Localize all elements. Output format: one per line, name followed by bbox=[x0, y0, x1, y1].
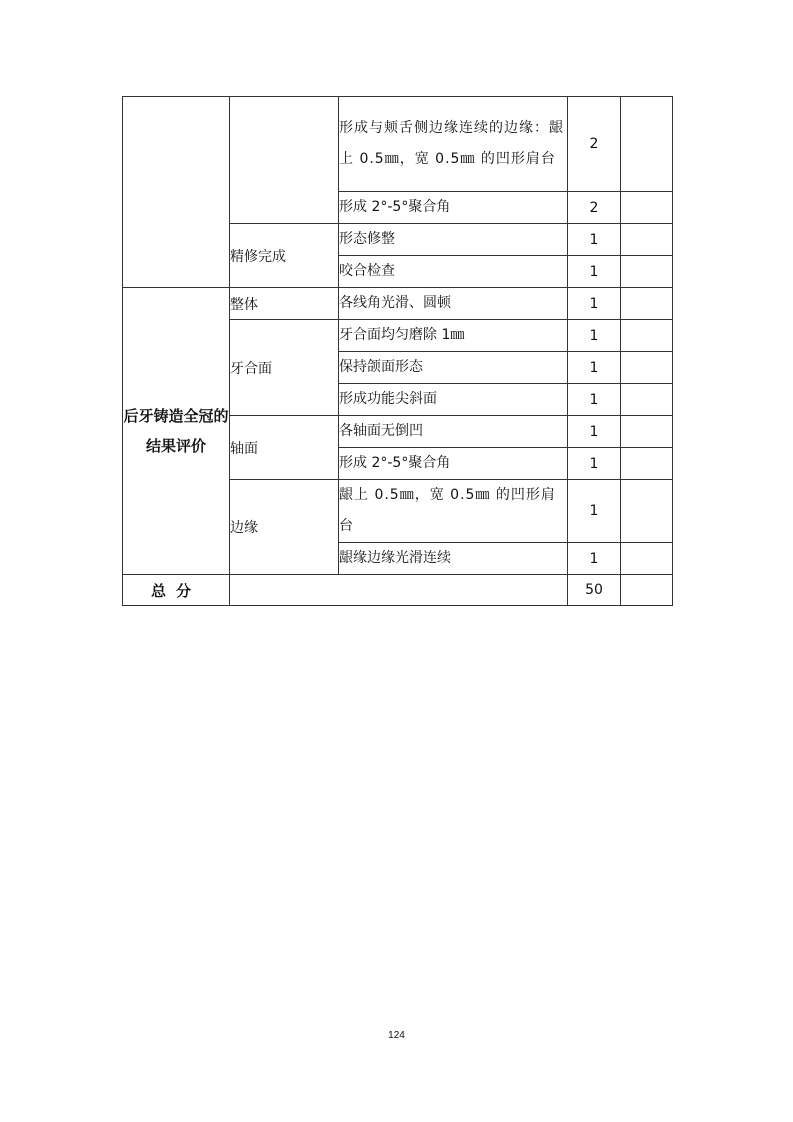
deduction-cell bbox=[621, 480, 673, 543]
criterion-cell: 龈上 0.5㎜，宽 0.5㎜ 的凹形肩台 bbox=[339, 480, 568, 543]
criterion-cell: 龈缘边缘光滑连续 bbox=[339, 543, 568, 575]
subsection-cell: 整体 bbox=[230, 288, 339, 320]
criterion-cell: 各线角光滑、圆顿 bbox=[339, 288, 568, 320]
criterion-cell: 咬合检查 bbox=[339, 256, 568, 288]
score-cell: 1 bbox=[568, 256, 621, 288]
deduction-cell bbox=[621, 448, 673, 480]
deduction-cell bbox=[621, 384, 673, 416]
deduction-cell bbox=[621, 543, 673, 575]
deduction-cell bbox=[621, 256, 673, 288]
deduction-cell bbox=[621, 320, 673, 352]
score-cell: 1 bbox=[568, 352, 621, 384]
total-row bbox=[123, 575, 673, 606]
score-cell: 1 bbox=[568, 384, 621, 416]
deduction-cell bbox=[621, 352, 673, 384]
subsection-cell: 边缘 bbox=[230, 480, 339, 575]
score-cell: 1 bbox=[568, 480, 621, 543]
total-label: 总分 bbox=[123, 575, 230, 606]
deduction-cell bbox=[621, 575, 673, 606]
criterion-cell: 牙合面均匀磨除 1㎜ bbox=[339, 320, 568, 352]
subsection-cell-continued bbox=[230, 97, 339, 224]
deduction-cell bbox=[621, 97, 673, 192]
deduction-cell bbox=[621, 288, 673, 320]
deduction-cell bbox=[621, 192, 673, 224]
table-row bbox=[123, 288, 673, 320]
criterion-cell: 形成与颊舌侧边缘连续的边缘：龈上 0.5㎜，宽 0.5㎜ 的凹形肩台 bbox=[339, 97, 568, 192]
total-empty-cell bbox=[230, 575, 568, 606]
criterion-cell: 各轴面无倒凹 bbox=[339, 416, 568, 448]
subsection-cell: 精修完成 bbox=[230, 224, 339, 288]
deduction-cell bbox=[621, 224, 673, 256]
total-score: 50 bbox=[568, 575, 621, 606]
score-cell: 1 bbox=[568, 224, 621, 256]
page-number: 124 bbox=[388, 1030, 405, 1041]
criterion-cell: 保持颌面形态 bbox=[339, 352, 568, 384]
score-cell: 2 bbox=[568, 192, 621, 224]
score-cell: 1 bbox=[568, 320, 621, 352]
score-cell: 1 bbox=[568, 288, 621, 320]
table-row bbox=[123, 97, 673, 192]
section-title: 后牙铸造全冠的结果评价 bbox=[123, 288, 230, 575]
subsection-cell: 牙合面 bbox=[230, 320, 339, 416]
score-cell: 1 bbox=[568, 416, 621, 448]
criterion-cell: 形成 2°-5°聚合角 bbox=[339, 192, 568, 224]
scoring-table bbox=[122, 96, 673, 606]
criterion-cell: 形态修整 bbox=[339, 224, 568, 256]
section-cell-continued bbox=[123, 97, 230, 288]
score-cell: 1 bbox=[568, 543, 621, 575]
score-cell: 2 bbox=[568, 97, 621, 192]
criterion-cell: 形成功能尖斜面 bbox=[339, 384, 568, 416]
score-cell: 1 bbox=[568, 448, 621, 480]
subsection-cell: 轴面 bbox=[230, 416, 339, 480]
criterion-cell: 形成 2°-5°聚合角 bbox=[339, 448, 568, 480]
deduction-cell bbox=[621, 416, 673, 448]
